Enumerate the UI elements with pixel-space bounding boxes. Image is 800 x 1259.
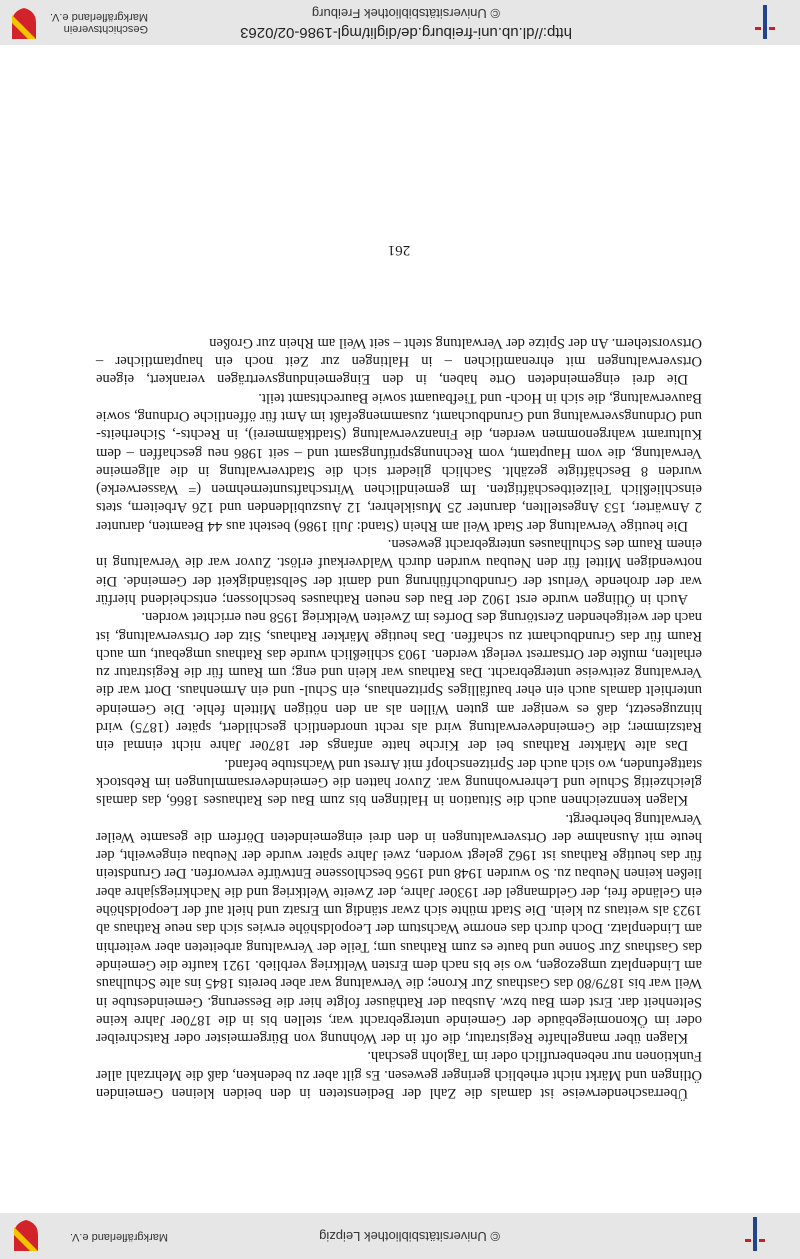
document-page: [96, 222, 702, 1102]
paragraph: Die heutige Verwaltung der Stadt Weil am Rhein (Stand: Juli 1986) besteht aus 44 Beamten, darunter 2 Anwärter, 153 Angestellten, darunter 25 Musiklehrer, 12 Auszubildenden und 126 Arbeitern, stets einschließlich Teilzeitbeschäftigten. Im gemeindlichen Wirtschaftsunternehmen (= Wasserwerke) wurden 8 Beschäftigte gezählt. Sachlich gliedert sich die Stadtverwaltung in die allgemeine Verwaltung, die vom Hauptamt, vom Rechnungsprüfungsamt und – seit 1986 neu geschaffen – dem Kulturamt wahrgenommen werden, die Finanzverwaltung (Stadtkämmerei), in Rechts-, Sicherheits- und Ordnungsverwaltung und Grundbuchamt, zusammengefaßt im Amt für öffentliche Ordnung, sowie Bauverwaltung, die sich in Hoch- und Tiefbauamt sowie Baurechtsamt teilt.: [96, 389, 702, 534]
association-crest-icon: [10, 7, 38, 41]
paragraph: Die drei eingemeindeten Orte haben, in den Eingemeindungsverträgen verankert, eigene Ortsverwaltungen mit ehrenamtlichen – in Haltingen zur Zeit noch ein hauptamtlicher – Ortsvorstehern. An der Spitze der Verwaltung steht – seit Weil am Rhein zur Großen: [96, 334, 702, 388]
document-url[interactable]: http://dl.ub.uni-freiburg.de/diglit/mgl-1986-02/0263: [240, 24, 572, 41]
header-association: [50, 11, 148, 35]
text-body: [96, 334, 702, 1102]
paragraph: Klagen kennzeichnen auch die Situation in Haltingen bis zum Bau des Rathauses 1866, das damals gleichzeitig Schule und Lehrerwohnung war. Zuvor hatten die Gemeindeversammlungen im Rebstock stattgefunden, wo sich auch der Spritzenschopf mit Arrest und Wachstube befand.: [96, 755, 702, 809]
library-logo-icon: [752, 5, 778, 39]
association-region: Markgräflerland e.V.: [49, 11, 148, 23]
header-copyright: © Universitätsbibliothek Freiburg: [311, 6, 500, 21]
library-logo-icon: [742, 1217, 768, 1251]
paragraph: Auch in Ötlingen wurde erst 1902 der Bau des neuen Rathauses beschlossen; entscheidend hierfür war der drohende Verlust der Grundbuchführung und damit der Selbständigkeit der Gemeinde. Die notwendigen Mittel für den Neubau wurden durch Waldverkauf erlöst. Zuvor war die Verwaltung in einem Raum des Schulhauses untergebracht gewesen.: [96, 536, 702, 607]
footer-copyright: © Universitätsbibliothek Leipzig: [319, 1229, 500, 1244]
paragraph: Klagen über mangelhafte Registratur, die oft in der Wohnung von Bürgermeister oder Ratschreiber oder im Ökonomiegebäude der Gemeinde untergebracht war, stellen bis in die 1870er Jahre keine Seltenheit dar. Erst dem Bau bzw. Ausbau der Rathäuser folgte hier die Besserung. Gemeindestube in Weil war bis 1879/80 das Gasthaus Zur Krone; die Verwaltung war aber bereits 1845 ins alte Schulhaus am Lindenplatz umgezogen, wo sie bis nach dem Ersten Weltkrieg verblieb. 1921 kaufte die Gemeinde das Gasthaus Zur Sonne und baute es zum Rathaus um; Teile der Verwaltung arbeiteten aber weiterhin am Lindenplatz. Doch durch das enorme Wachstum der Leopoldshöhe erwies sich das neue Rathaus ab 1923 als weitaus zu klein. Die Stadt mühte sich zwar ständig um Ersatz und hielt auf der Leopoldshöhe ein Gelände frei, der Geldmangel der 1930er Jahre, der Zweite Weltkrieg und die Nachkriegsjahre aber ließen keinen Neubau zu. So wurden 1948 und 1956 beschlossene Entwürfe verworfen. Der Grundstein für das heutige Rathaus ist 1962 gelegt worden, zwei Jahre später wurde der Neubau eingeweiht, der heute mit Ausnahme der Ortsverwaltungen in den drei eingemeindeten Dörfern die gesamte Weiler Verwaltung beherbergt.: [96, 810, 702, 1047]
page-number: 261: [387, 242, 411, 258]
footer-association: Markgräflerland e.V.: [69, 1231, 168, 1243]
footer-bar: [0, 0, 800, 45]
header-bar: [0, 1213, 800, 1259]
association-crest-icon: [12, 1219, 40, 1253]
association-name: Geschichtsverein: [63, 23, 148, 35]
paragraph: Das alte Märkter Rathaus bei der Kirche hatte anfangs der 1870er Jahre nicht einmal ein Ratszimmer; die Gemeindeverwaltung wird als recht unordentlich geschildert, später (1875) wird hinzugesetzt, daß es weniger am guten Willen als an den nötigen Mitteln fehle. Die Gemeinde unterhielt damals auch ein eher baufälliges Spritzenhaus, ein Schul- und ein Armenhaus. Dort war die Verwaltung zeitweise untergebracht. Das Rathaus war klein und eng; um Raum für die Registratur zu erhalten, mußte der Ortsarrest verlegt werden. 1903 schließlich wurde das Rathaus umgebaut, um auch Raum für das Grundbuchamt zu schaffen. Das heutige Märkter Rathaus, Sitz der Ortsverwaltung, ist nach der weitgehenden Zerstörung des Dorfes im Zweiten Weltkrieg 1958 neu errichtet worden.: [96, 609, 702, 754]
paragraph: Überraschenderweise ist damals die Zahl der Bediensteten in den beiden kleinen Gemeinden Ötlingen und Märkt nicht erheblich geringer gewesen. Es gilt aber zu bedenken, daß die Mehrzahl aller Funktionen nur nebenberuflich oder im Taglohn geschah.: [96, 1048, 702, 1101]
